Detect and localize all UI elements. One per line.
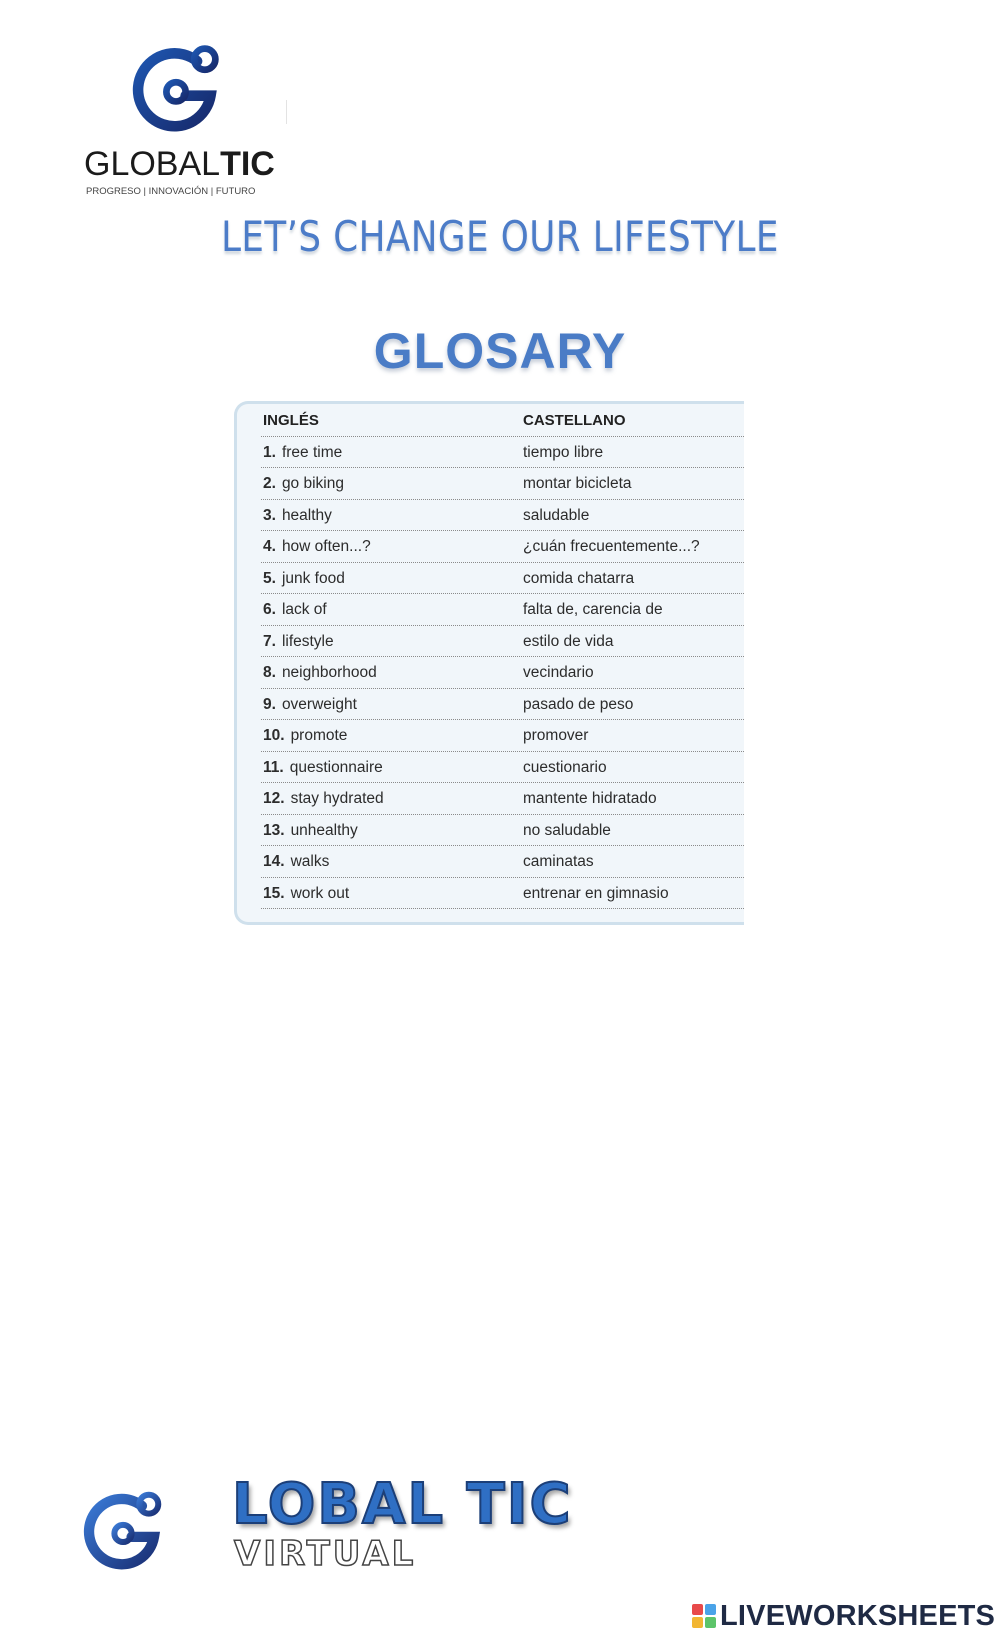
- english-term: [263, 822, 358, 840]
- glossary-row: [261, 719, 744, 752]
- document-title: LET’S CHANGE OUR LIFESTYLE: [221, 212, 779, 261]
- row-number: 6.: [263, 601, 276, 618]
- glossary-row: [261, 530, 744, 563]
- row-number: 15.: [263, 884, 285, 902]
- header-spanish: CASTELLANO: [523, 412, 626, 429]
- english-term: [263, 538, 371, 556]
- spanish-term: estilo de vida: [523, 632, 614, 650]
- glossary-row: [261, 467, 744, 500]
- globaltic-virtual-subtitle: VIRTUAL: [234, 1534, 417, 1574]
- english-term-text: how often...?: [281, 538, 371, 555]
- english-term-text: free time: [281, 443, 343, 461]
- header-english: INGLÉS: [263, 412, 319, 429]
- row-number: 3.: [263, 506, 276, 524]
- english-term: [263, 790, 384, 808]
- english-term-text: overweight: [281, 695, 357, 713]
- english-term-text: walks: [290, 853, 330, 870]
- spanish-term: vecindario: [523, 664, 594, 681]
- globaltic-g-icon: [80, 1487, 166, 1573]
- spanish-term: comida chatarra: [523, 569, 635, 587]
- english-term: [263, 475, 344, 493]
- glossary-row: [261, 499, 744, 532]
- english-term: [263, 853, 329, 871]
- english-term-text: unhealthy: [290, 821, 358, 839]
- glossary-row: [261, 782, 744, 815]
- english-term: [263, 759, 383, 777]
- english-term: [263, 696, 357, 714]
- glossary-row: [261, 877, 744, 910]
- spanish-term: caminatas: [523, 853, 594, 870]
- globaltic-virtual-wordmark: LOBAL TIC: [232, 1472, 573, 1537]
- glossary-table: [234, 401, 744, 925]
- spanish-term: falta de, carencia de: [523, 601, 663, 618]
- row-number: 14.: [263, 853, 285, 870]
- spanish-term: montar bicicleta: [523, 475, 632, 492]
- row-number: 4.: [263, 538, 276, 555]
- spanish-term: ¿cuán frecuentemente...?: [523, 538, 700, 555]
- english-term-text: lack of: [281, 601, 327, 618]
- spanish-term: no saludable: [523, 821, 611, 839]
- row-number: 7.: [263, 632, 276, 650]
- english-term: [263, 444, 342, 462]
- section-title: GLOSARY: [373, 323, 627, 379]
- english-term-text: healthy: [281, 506, 332, 524]
- english-term-text: questionnaire: [289, 758, 383, 776]
- english-term: [263, 885, 349, 903]
- english-term: [263, 570, 345, 588]
- spanish-term: promover: [523, 727, 589, 744]
- spanish-term: entrenar en gimnasio: [523, 884, 669, 902]
- row-number: 1.: [263, 443, 276, 461]
- row-number: 9.: [263, 695, 276, 713]
- globaltic-logo: [80, 40, 275, 200]
- english-term-text: go biking: [281, 475, 344, 492]
- spanish-term: cuestionario: [523, 758, 607, 776]
- row-number: 10.: [263, 727, 285, 744]
- spanish-term: pasado de peso: [523, 695, 634, 713]
- english-term: [263, 601, 327, 619]
- glossary-row: [261, 436, 744, 469]
- row-number: 11.: [263, 758, 284, 776]
- row-number: 12.: [263, 790, 285, 807]
- spanish-term: tiempo libre: [523, 443, 604, 461]
- glossary-row: [261, 751, 744, 784]
- row-number: 5.: [263, 569, 276, 587]
- liveworksheets-label: LIVEWORKSHEETS: [720, 1600, 996, 1632]
- glossary-row: [261, 688, 744, 721]
- english-term-text: neighborhood: [281, 664, 377, 681]
- liveworksheets-badge[interactable]: [692, 1596, 996, 1636]
- globaltic-g-icon: [128, 40, 224, 136]
- globaltic-tagline: PROGRESO | INNOVACIÓN | FUTURO: [86, 186, 256, 197]
- glossary-row: [261, 625, 744, 658]
- english-term: [263, 664, 377, 682]
- english-term-text: promote: [290, 727, 348, 744]
- glossary-row: [261, 814, 744, 847]
- english-term: [263, 633, 334, 651]
- english-term-text: work out: [290, 884, 350, 902]
- divider: [286, 100, 287, 124]
- spanish-term: mantente hidratado: [523, 790, 657, 807]
- globaltic-wordmark: GLOBALTIC: [84, 145, 275, 183]
- english-term-text: junk food: [281, 569, 345, 587]
- english-term-text: lifestyle: [281, 632, 334, 650]
- glossary-row: [261, 562, 744, 595]
- glossary-row: [261, 593, 744, 626]
- glossary-row: [261, 656, 744, 689]
- glossary-row: [261, 845, 744, 878]
- english-term-text: stay hydrated: [290, 790, 384, 807]
- row-number: 2.: [263, 475, 276, 492]
- spanish-term: saludable: [523, 506, 590, 524]
- liveworksheets-grid-icon: [692, 1604, 716, 1628]
- glossary-header-row: [261, 404, 744, 437]
- row-number: 13.: [263, 821, 285, 839]
- english-term: [263, 727, 347, 745]
- row-number: 8.: [263, 664, 276, 681]
- english-term: [263, 507, 332, 525]
